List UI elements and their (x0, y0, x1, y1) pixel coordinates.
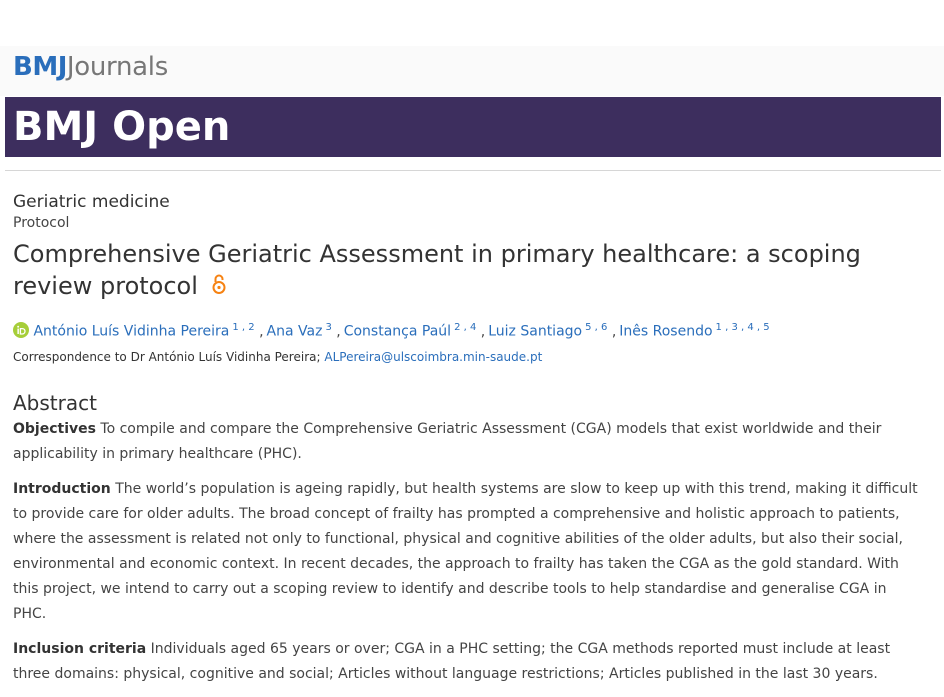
section-label-introduction: Introduction (13, 480, 111, 497)
affiliation-ref[interactable]: 2 , 4 (454, 322, 477, 333)
abstract-introduction (13, 477, 923, 627)
section-text-objectives: To compile and compare the Comprehensive Geriatric Assessment (CGA) models that exist worldwide and their applicability in primary healthcare (PHC). (13, 420, 882, 462)
abstract-objectives (13, 417, 923, 467)
affiliation-ref[interactable]: 3 (325, 322, 332, 333)
correspondence-email-link[interactable]: ALPereira@ulscoimbra.min-saude.pt (324, 349, 543, 364)
author-link[interactable]: Luiz Santiago (488, 323, 583, 340)
divider (5, 170, 941, 171)
subject-category[interactable]: Geriatric medicine (13, 192, 170, 212)
abstract-inclusion-criteria (13, 637, 923, 687)
section-text-introduction: The world’s population is ageing rapidly, but health systems are slow to keep up with this trend, making it difficult to provide care for older adults. The broad concept of frailty has prompted a comprehensive and holistic approach to patients, where the assessment is related not only to functional, physical and cognitive abilities of the older adults, but also their social, environmental and economic context. In recent decades, the approach to frailty has taken the CGA as the gold standard. With this project, we intend to carry out a scoping review to identify and describe tools to help standardise and generalise CGA in PHC. (13, 480, 918, 622)
correspondence-label: Correspondence to Dr António Luís Vidinha Pereira; (13, 349, 321, 364)
author-link[interactable]: Constança Paúl (343, 323, 452, 340)
section-text-inclusion-criteria: Individuals aged 65 years or over; CGA in a PHC setting; the CGA methods reported must include at least three domains: physical, cognitive and social; Articles without language restrictions; Articles published in the last 30 years. (13, 640, 891, 682)
author-link[interactable]: Ana Vaz (266, 323, 323, 340)
open-access-lock-icon (212, 271, 226, 303)
affiliation-ref[interactable]: 1 , 3 , 4 , 5 (715, 322, 770, 333)
logo-bmj-text: BMJ (13, 52, 67, 82)
article-title-text: Comprehensive Geriatric Assessment in primary healthcare: a scoping review protocol (13, 240, 861, 300)
author-separator: , (259, 323, 264, 340)
correspondence (13, 347, 923, 367)
section-label-inclusion-criteria: Inclusion criteria (13, 640, 147, 657)
article-header (13, 190, 923, 697)
author-list (13, 317, 923, 345)
abstract-heading: Abstract (13, 390, 97, 415)
author-link[interactable]: Inês Rosendo (619, 323, 713, 340)
author-separator: , (611, 323, 617, 340)
orcid-icon[interactable] (13, 322, 29, 345)
logo-journals-text: Journals (66, 52, 168, 82)
bmj-journals-logo[interactable] (13, 50, 168, 84)
affiliation-ref[interactable]: 5 , 6 (585, 322, 608, 333)
author-separator: , (480, 323, 486, 340)
section-label-objectives: Objectives (13, 420, 96, 437)
article-title (13, 238, 923, 303)
author-separator: , (336, 323, 341, 340)
journal-title[interactable]: BMJ Open (13, 104, 231, 150)
article-type: Protocol (13, 215, 70, 231)
journal-banner (5, 97, 941, 157)
author-link[interactable]: António Luís Vidinha Pereira (33, 323, 230, 340)
affiliation-ref[interactable]: 1 , 2 (232, 322, 255, 333)
